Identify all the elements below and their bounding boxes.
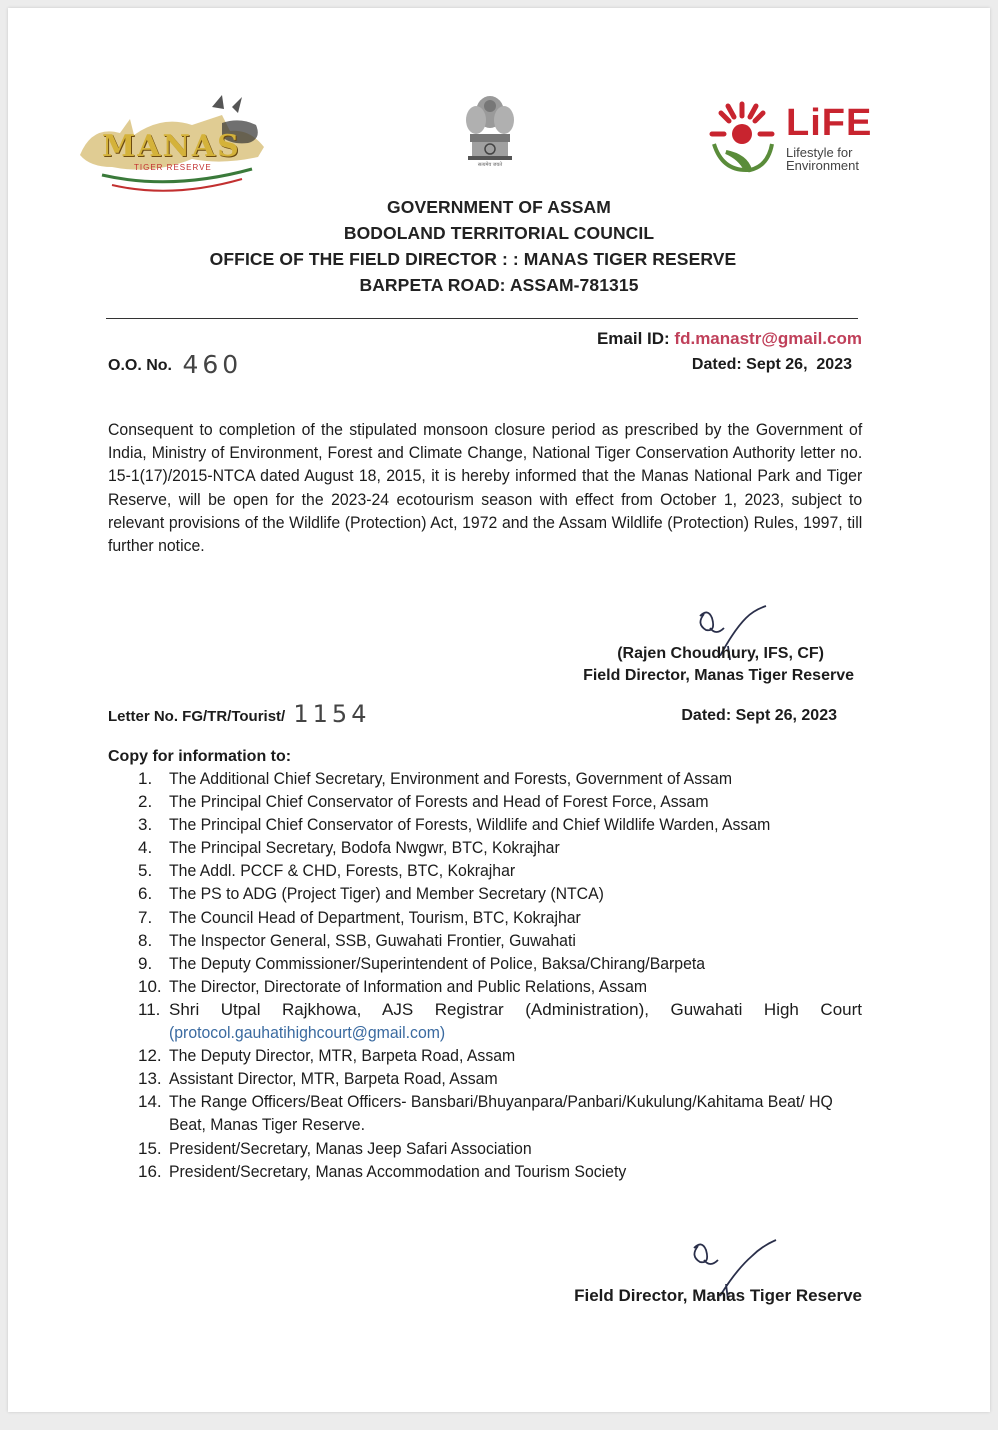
- copy-heading: Copy for information to:: [108, 748, 292, 765]
- letter-number: 1154: [293, 700, 371, 728]
- list-item: 12. The Deputy Director, MTR, Barpeta Road, Assam: [138, 1046, 516, 1066]
- emblem-motto: सत्यमेव जयते: [477, 162, 503, 168]
- manas-logo-word: MANAS: [102, 129, 241, 164]
- manas-logo: [72, 95, 272, 205]
- list-item: 5. The Addl. PCCF & CHD, Forests, BTC, Kokrajhar: [138, 861, 516, 881]
- list-item: 13. Assistant Director, MTR, Barpeta Road, Assam: [138, 1069, 498, 1089]
- header-line-4: BARPETA ROAD: ASSAM-781315: [359, 275, 639, 295]
- signatory-title: Field Director, Manas Tiger Reserve: [583, 667, 854, 684]
- list-item: 4. The Principal Secretary, Bodofa Nwgwr, BTC, Kokrajhar: [138, 838, 560, 858]
- life-logo-line2: Environment: [786, 158, 859, 173]
- order-date: Dated: Sept 26, 2023: [691, 356, 852, 373]
- email-line: [560, 329, 862, 349]
- life-logo: [706, 100, 876, 176]
- list-item: 7. The Council Head of Department, Tourism, BTC, Kokrajhar: [138, 907, 581, 927]
- list-item: 11. Shri Utpal Rajkhowa, AJS Registrar (Administration), Guwahati High Court: [138, 999, 862, 1019]
- life-logo-line1: Lifestyle for: [786, 145, 853, 160]
- email-label: Email ID:: [596, 329, 670, 348]
- order-number-line: [108, 350, 242, 379]
- header-line-1: GOVERNMENT OF ASSAM: [387, 197, 611, 217]
- list-item: 9. The Deputy Commissioner/Superintendent of Police, Baksa/Chirang/Barpeta: [138, 953, 706, 973]
- header-line-2: BODOLAND TERRITORIAL COUNCIL: [343, 223, 655, 243]
- letter-number-line: [108, 700, 370, 728]
- list-item: 1. The Additional Chief Secretary, Environment and Forests, Government of Assam: [138, 769, 732, 788]
- list-item: 16. President/Secretary, Manas Accommodation and Tourism Society: [138, 1161, 627, 1181]
- letter-date: Dated: Sept 26, 2023: [681, 707, 837, 724]
- registrar-email[interactable]: (protocol.gauhatihighcourt@gmail.com): [169, 1023, 446, 1043]
- signatory-name: (Rajen Choudhury, IFS, CF): [617, 645, 824, 662]
- life-logo-title: LiFE: [786, 102, 873, 144]
- header-divider: [106, 318, 858, 319]
- footer-signature-title: Field Director, Manas Tiger Reserve: [574, 1286, 862, 1305]
- body-paragraph: [108, 418, 863, 557]
- list-item-continuation: Beat, Manas Tiger Reserve.: [169, 1115, 365, 1135]
- letter-label: Letter No. FG/TR/Tourist/: [108, 708, 286, 725]
- list-item: 8. The Inspector General, SSB, Guwahati Frontier, Guwahati: [138, 930, 576, 950]
- header-line-3: OFFICE OF THE FIELD DIRECTOR : : MANAS TIGER RESERVE: [209, 249, 737, 269]
- life-emblem-icon: [706, 100, 778, 176]
- list-item: 10. The Director, Directorate of Information and Public Relations, Assam: [138, 976, 648, 996]
- copy-list: [138, 767, 862, 1183]
- list-item: 2. The Principal Chief Conservator of Forests and Head of Forest Force, Assam: [138, 792, 709, 812]
- list-item: 14. The Range Officers/Beat Officers- Bansbari/Bhuyanpara/Panbari/Kukulung/Kahitama Beat/ HQ: [138, 1092, 833, 1112]
- body-paragraph-text: Consequent to completion of the stipulated monsoon closure period as prescribed by the Government of India, Ministry of Environment, Forest and Climate Change, National Tiger Conservation Authority letter no. 15-1(17)/2015-NTCA dated August 18, 2015, it is hereby informed that the Manas National Park and Tiger Reserve, will be open for the 2023-24 ecotourism season with effect from October 1, 2023, subject to relevant provisions of the Wildlife (Protection) Act, 1972 and the Assam Wildlife (Protection) Rules, 1997, till further notice.: [108, 420, 863, 556]
- order-number: 460: [182, 350, 243, 379]
- list-item: 6. The PS to ADG (Project Tiger) and Member Secretary (NTCA): [138, 884, 604, 904]
- list-item: 15. President/Secretary, Manas Jeep Safari Association: [138, 1138, 532, 1158]
- list-item: 3. The Principal Chief Conservator of Forests, Wildlife and Chief Wildlife Warden, Assam: [138, 815, 771, 835]
- list-item-email: [138, 1021, 862, 1044]
- manas-logo-sub: TIGER RESERVE: [134, 163, 212, 172]
- email-address[interactable]: fd.manastr@gmail.com: [674, 329, 862, 348]
- order-label: O.O. No.: [108, 357, 172, 374]
- national-emblem: [460, 92, 520, 176]
